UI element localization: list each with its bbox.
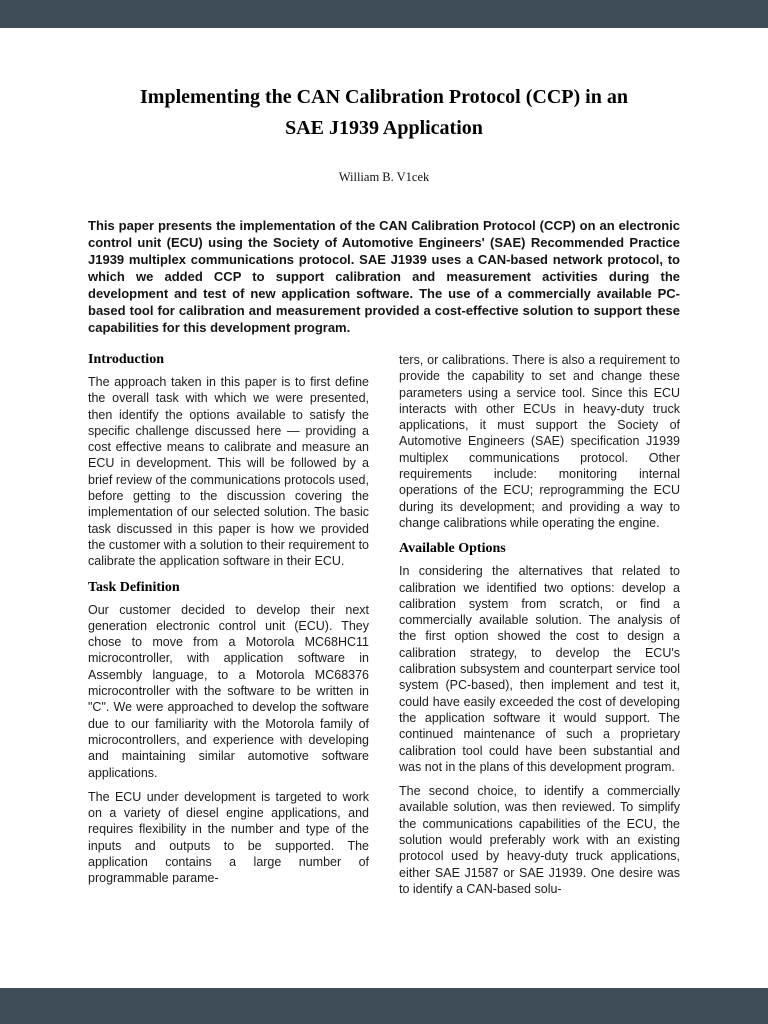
section-heading-task-definition: Task Definition <box>88 579 180 595</box>
section-heading-introduction: Introduction <box>88 352 164 367</box>
paragraph: In considering the alternatives that related to calibration we identified two options: develop a calibration system from scratch, or find a commercially available solution. The analysis of the first option showed the cost to design a calibration strategy, to develop the ECU's calibration subsystem and counterpart service tool system (PC-based), then implement and test it, could have easily exceeded the cost of developing the application software it would support. The continued maintenance of such a proprietary calibration tool could have been substantial and was not in the plans of this development program. <box>399 564 680 774</box>
viewer-top-bar <box>0 0 768 28</box>
paper-title-line1: Implementing the CAN Calibration Protocol (CCP) in an <box>140 86 628 108</box>
paragraph: The approach taken in this paper is to first define the overall task with which we were presented, then identify the options available to satisfy the specific challenge discussed here — providing a cost effective means to calibrate and measure an ECU in development. This will be followed by a brief review of the communications protocols used, before getting to the discussion covering the implementation of our selected solution. The basic task discussed in this paper is how we provided the customer with a solution to their requirement to calibrate the application software in their ECU. <box>88 375 369 569</box>
left-column <box>88 352 369 905</box>
right-column <box>399 352 680 905</box>
paper-title <box>88 82 680 144</box>
section-heading-available-options: Available Options <box>399 541 506 557</box>
paragraph: The ECU under development is targeted to work on a variety of diesel engine applications, and requires flexibility in the number and type of the inputs and outputs to be supported. The application contains a large number of programmable parame- <box>88 789 369 886</box>
document-page <box>0 28 768 988</box>
paper-title-line2: SAE J1939 Application <box>285 117 483 139</box>
two-column-body <box>88 352 680 905</box>
paper-author: William B. V1cek <box>338 170 430 184</box>
paragraph: Our customer decided to develop their next generation electronic control unit (ECU). They chose to move from a Motorola MC68HC11 microcontroller, with application software in Assembly language, to a Motorola MC68376 microcontroller with the software to be written in "C". We were approached to develop the software due to our familiarity with the Motorola family of microcontrollers, and experience with developing and maintaining similar automotive software applications. <box>88 602 369 780</box>
paragraph: ters, or calibrations. There is also a requirement to provide the capability to set and change these parameters using a service tool. Since this ECU interacts with other ECUs in heavy-duty truck applications, it must support the Society of Automotive Engineers (SAE) specification J1939 multiplex communications protocol. Other requirements include: monitoring internal operations of the ECU; reprogramming the ECU during its development; and providing a way to change calibrations while operating the engine. <box>399 353 680 530</box>
paragraph: The second choice, to identify a commercially available solution, was then reviewed. To simplify the communications capabilities of the ECU, the solution would preferably work with an existing protocol used by heavy-duty truck applications, either SAE J1587 or SAE J1939. One desire was to identify a CAN-based solu- <box>399 784 680 896</box>
paper-abstract: This paper presents the implementation of the CAN Calibration Protocol (CCP) on an electronic control unit (ECU) using the Society of Automotive Engineers' (SAE) Recommended Practice J1939 multiplex communications protocol. SAE J1939 uses a CAN-based network protocol, to which we added CCP to support calibration and measurement activities during the development and test of new application software. The use of a commercially available PC-based tool for calibration and measurement provided a cost-effective solution to support these capabilities for this development program. <box>88 218 680 335</box>
viewer-bottom-bar <box>0 988 768 1024</box>
